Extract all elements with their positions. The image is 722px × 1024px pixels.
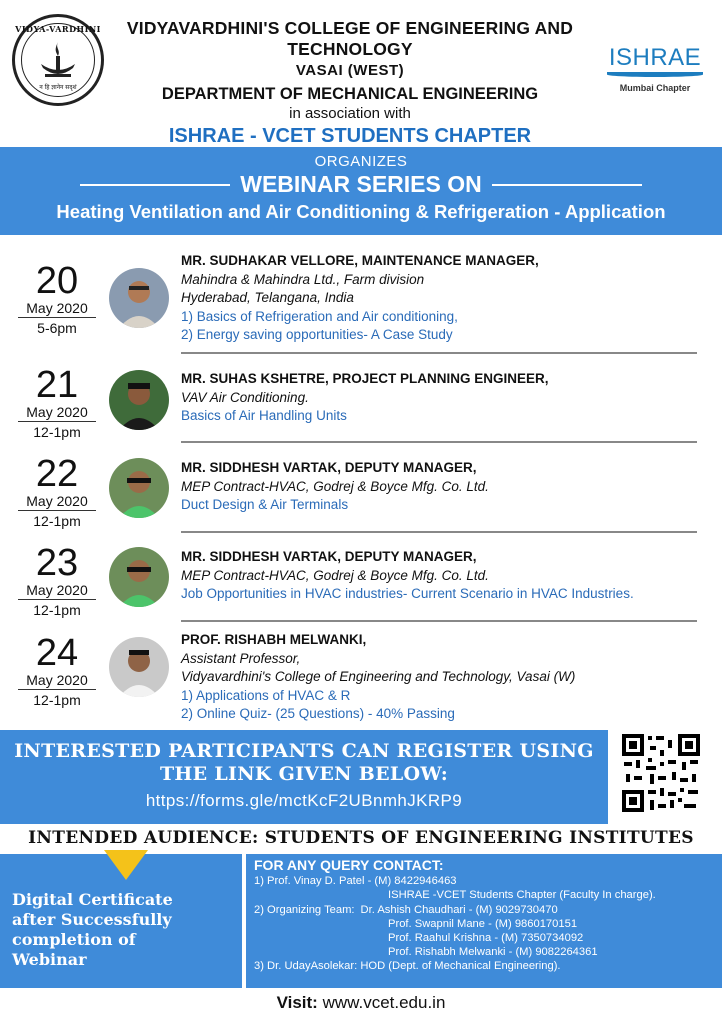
talk-title: Job Opportunities in HVAC industries- Current Scenario in HVAC Industries. [181, 586, 634, 601]
intended-audience: INTENDED AUDIENCE: STUDENTS OF ENGINEERING INSTITUTES [28, 828, 694, 848]
chapter-name: ISHRAE - VCET STUDENTS CHAPTER [168, 125, 532, 147]
contact-line: 3) Dr. UdayAsolekar: HOD (Dept. of Mechanical Engineering). [254, 960, 561, 973]
contact-line: ISHRAE -VCET Students Chapter (Faculty In charge). [388, 889, 656, 902]
speaker-photo [109, 370, 169, 430]
speaker-org: VAV Air Conditioning. [181, 389, 309, 405]
talk-title: 2) Online Quiz- (25 Questions) - 40% Passing [181, 706, 455, 721]
speaker-org: Mahindra & Mahindra Ltd., Farm division [181, 271, 425, 287]
session-divider [181, 531, 697, 533]
session-divider [181, 352, 697, 354]
registration-subheading: THE LINK GIVEN BELOW: [159, 763, 449, 785]
session-date: 23 May 2020 12-1pm [18, 544, 96, 618]
session-date: 20 May 2020 5-6pm [18, 262, 96, 336]
speaker-name: PROF. RISHABH MELWANKI, [181, 632, 367, 647]
college-block [110, 18, 590, 148]
visit-label: Visit: [276, 993, 318, 1012]
speaker-location: Hyderabad, Telangana, India [181, 290, 354, 305]
session-date: 22 May 2020 12-1pm [18, 455, 96, 529]
speaker-photo [109, 268, 169, 328]
registration-band [0, 730, 608, 824]
header [0, 0, 722, 147]
visit-footer [0, 993, 722, 1013]
organizes-text: ORGANIZES [314, 153, 408, 170]
speaker-name: MR. SUHAS KSHETRE, PROJECT PLANNING ENGINEER, [181, 371, 549, 386]
contact-line: Prof. Swapnil Mane - (M) 9860170151 [388, 917, 578, 930]
talk-title: 1) Applications of HVAC & R [181, 687, 351, 703]
arrow-down-icon [104, 850, 148, 880]
registration-heading: INTERESTED PARTICIPANTS CAN REGISTER USING [14, 740, 594, 762]
talk-title: Basics of Air Handling Units [181, 408, 347, 423]
logo-ring-text: VIDYA-VARDHINI [15, 24, 101, 34]
series-title: WEBINAR SERIES ON [240, 171, 482, 197]
contact-line: 1) Prof. Vinay D. Patel - (M) 8422946463 [254, 875, 457, 888]
college-location: VASAI (WEST) [295, 62, 405, 79]
talk-title: 2) Energy saving opportunities- A Case Study [181, 327, 453, 342]
session-date: 24 May 2020 12-1pm [18, 634, 96, 708]
contact-line: Prof. Rishabh Melwanki - (M) 9082264361 [388, 946, 598, 959]
association-text: in association with [289, 105, 411, 122]
speaker-org: MEP Contract-HVAC, Godrej & Boyce Mfg. Co. Ltd. [181, 478, 489, 494]
college-name: VIDYAVARDHINI'S COLLEGE OF ENGINEERING AND TECHNOLOGY [126, 18, 574, 59]
certificate-line: after Successfully [12, 910, 172, 929]
ishrae-brand: ISHRAE [608, 44, 702, 71]
department-name: DEPARTMENT OF MECHANICAL ENGINEERING [161, 85, 539, 103]
session-divider [181, 620, 697, 622]
speaker-photo [109, 547, 169, 607]
series-topic: Heating Ventilation and Air Conditioning & Refrigeration - Application [56, 201, 666, 222]
speaker-institution: Vidyavardhini's College of Engineering and Technology, Vasai (W) [181, 669, 576, 684]
speaker-org: Assistant Professor, [181, 650, 301, 666]
college-logo [12, 14, 104, 106]
session-divider [181, 441, 697, 443]
talk-title: 1) Basics of Refrigeration and Air conditioning, [181, 308, 458, 324]
registration-link[interactable]: https://forms.gle/mctKcF2UBnmhJKRP9 [145, 791, 463, 810]
contact-heading: FOR ANY QUERY CONTACT: [254, 857, 444, 873]
ishrae-logo [600, 44, 710, 93]
qr-code-icon[interactable] [620, 732, 702, 814]
session-date: 21 May 2020 12-1pm [18, 366, 96, 440]
website-link[interactable]: www.vcet.edu.in [322, 993, 446, 1012]
certificate-line: Webinar [12, 950, 87, 969]
speaker-photo [109, 458, 169, 518]
speaker-org: MEP Contract-HVAC, Godrej & Boyce Mfg. Co. Ltd. [181, 567, 489, 583]
speaker-name: MR. SIDDHESH VARTAK, DEPUTY MANAGER, [181, 549, 477, 564]
ishrae-chapter: Mumbai Chapter [619, 83, 691, 93]
certificate-line: completion of [12, 930, 136, 949]
speaker-name: MR. SIDDHESH VARTAK, DEPUTY MANAGER, [181, 460, 477, 475]
contact-line: Prof. Raahul Krishna - (M) 7350734092 [388, 932, 584, 945]
certificate-line: Digital Certificate [12, 890, 173, 909]
talk-title: Duct Design & Air Terminals [181, 497, 349, 512]
logo-motto: न हि ज्ञानेन सदृशं [39, 84, 77, 91]
contact-line: Dr. Ashish Chaudhari - (M) 9029730470 [360, 903, 558, 916]
contact-label: 2) Organizing Team: [254, 903, 355, 916]
speaker-name: MR. SUDHAKAR VELLORE, MAINTENANCE MANAGER, [181, 253, 539, 268]
webinar-banner [0, 147, 722, 235]
speaker-photo [109, 637, 169, 697]
contact-panel [246, 854, 722, 988]
